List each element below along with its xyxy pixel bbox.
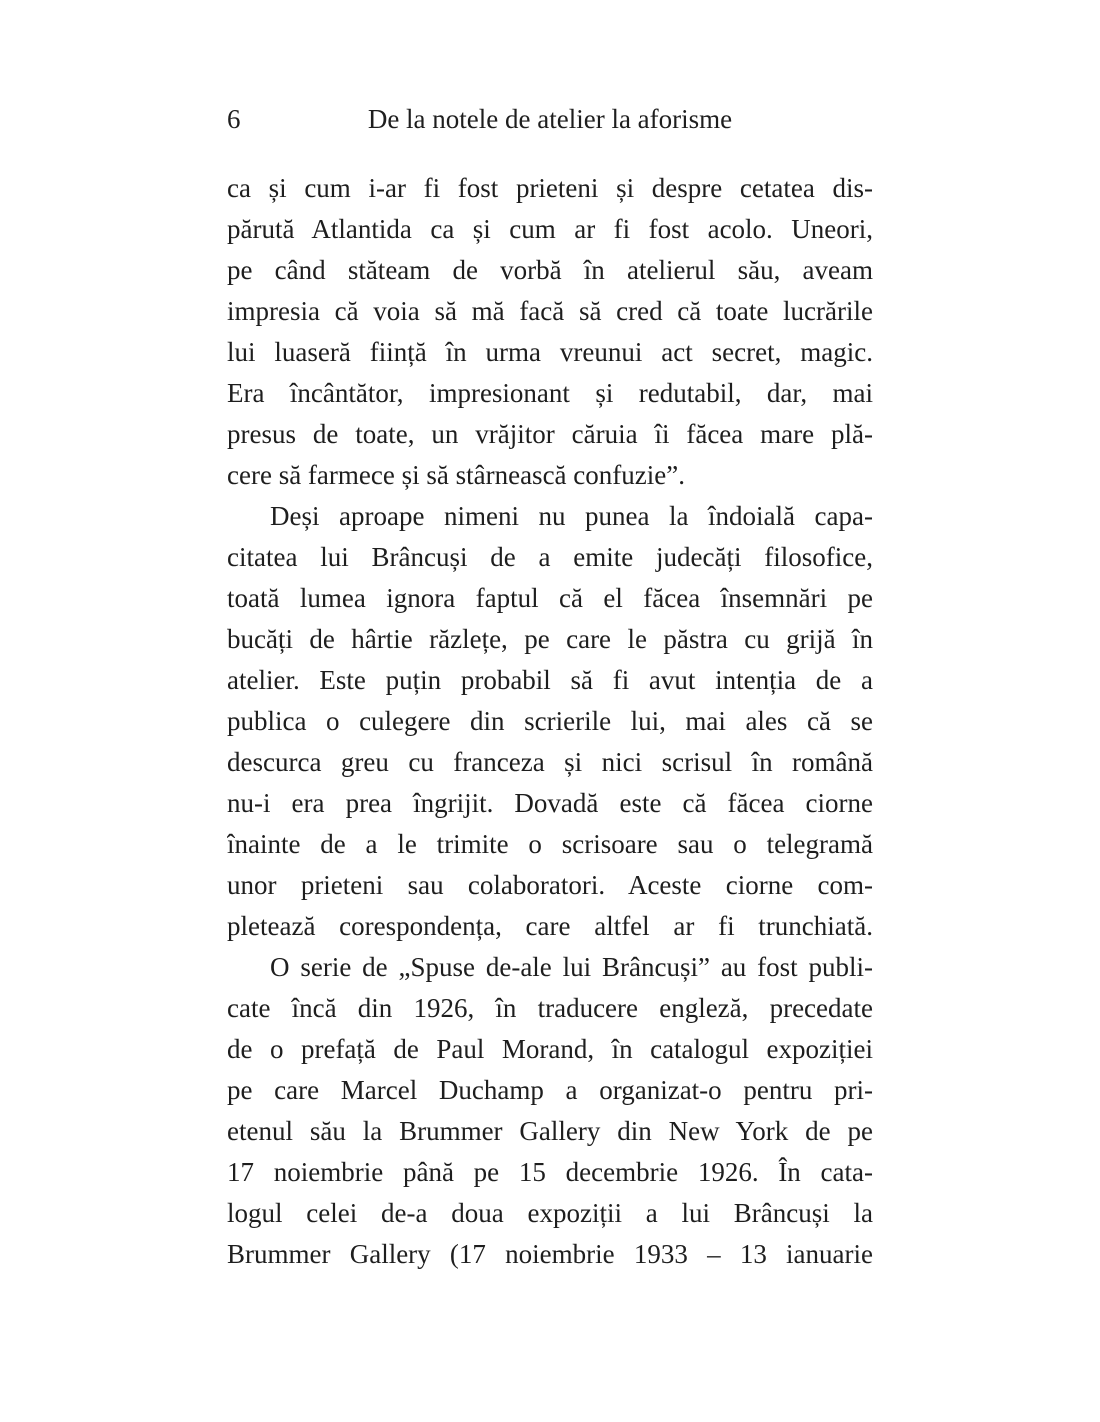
page-header <box>227 99 873 140</box>
body-text <box>227 168 873 1275</box>
text-line: 17 noiembrie până pe 15 decembrie 1926. În cata- <box>227 1157 873 1187</box>
text-line: logul celei de-a doua expoziții a lui Brâncuși la <box>227 1198 873 1228</box>
text-line: ca și cum i-ar fi fost prieteni și despre cetatea dis- <box>227 173 873 203</box>
running-header-title: De la notele de atelier la aforisme <box>367 104 733 134</box>
text-line: nu-i era prea îngrijit. Dovadă este că făcea ciorne <box>227 788 873 818</box>
text-line: atelier. Este puțin probabil să fi avut intenția de a <box>227 665 873 695</box>
text-line: impresia că voia să mă facă să cred că toate lucrările <box>227 296 873 326</box>
text-line: Deși aproape nimeni nu punea la îndoială capa- <box>270 501 873 531</box>
text-line: pletează corespondența, care altfel ar fi trunchiată. <box>227 911 873 941</box>
text-line: cate încă din 1926, în traducere engleză, precedate <box>227 993 873 1023</box>
paragraph <box>227 496 873 947</box>
text-line: O serie de „Spuse de-ale lui Brâncuși” au fost publi- <box>270 952 873 982</box>
text-line: unor prieteni sau colaboratori. Aceste ciorne com- <box>227 870 873 900</box>
text-line: Era încântător, impresionant și redutabil, dar, mai <box>227 378 873 408</box>
text-line: presus de toate, un vrăjitor căruia îi făcea mare plă- <box>227 419 873 449</box>
text-line: pe care Marcel Duchamp a organizat-o pentru pri- <box>227 1075 873 1105</box>
text-line: citatea lui Brâncuși de a emite judecăți filosofice, <box>227 542 873 572</box>
text-line: publica o culegere din scrierile lui, mai ales că se <box>227 706 873 736</box>
text-line: cere să farmece și să stârnească confuzie”. <box>227 460 685 490</box>
text-line: pe când stăteam de vorbă în atelierul său, aveam <box>227 255 873 285</box>
text-line: etenul său la Brummer Gallery din New York de pe <box>227 1116 873 1146</box>
text-line: de o prefață de Paul Morand, în catalogul expoziției <box>227 1034 873 1064</box>
text-line: părută Atlantida ca și cum ar fi fost acolo. Uneori, <box>227 214 873 244</box>
text-line: înainte de a le trimite o scrisoare sau o telegramă <box>227 829 873 859</box>
text-line: descurca greu cu franceza și nici scrisul în română <box>227 747 873 777</box>
text-line: Brummer Gallery (17 noiembrie 1933 – 13 ianuarie <box>227 1239 873 1269</box>
paragraph <box>227 947 873 1275</box>
text-line: toată lumea ignora faptul că el făcea însemnări pe <box>227 583 873 613</box>
paragraph <box>227 168 873 496</box>
page-number: 6 <box>227 104 241 134</box>
text-line: lui luaseră ființă în urma vreunui act secret, magic. <box>227 337 873 367</box>
text-line: bucăți de hârtie răzlețe, pe care le păstra cu grijă în <box>227 624 873 654</box>
